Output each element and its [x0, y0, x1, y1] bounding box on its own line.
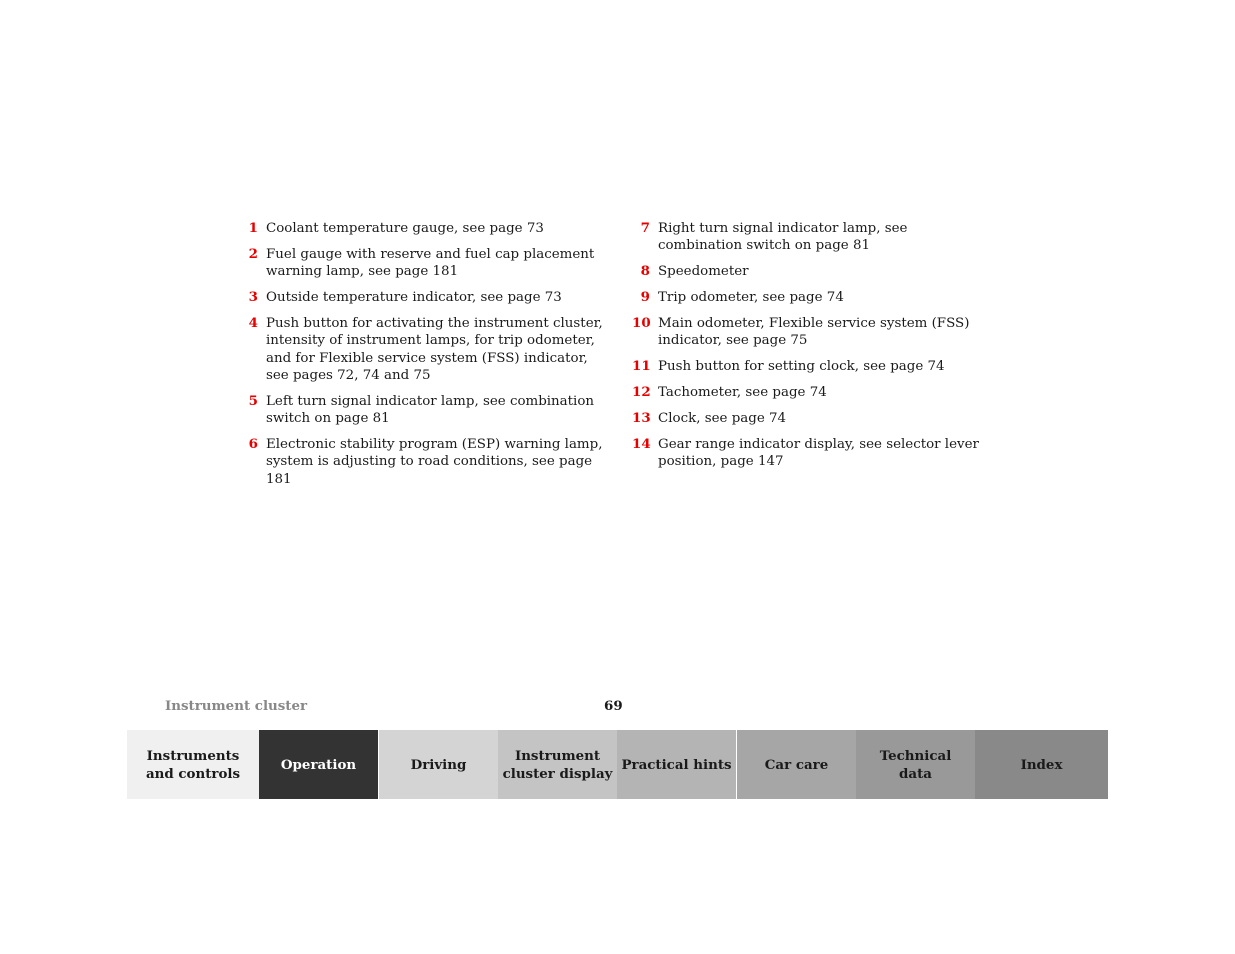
legend-text: Clock, see page 74 — [658, 410, 787, 426]
legend-number: 2 — [248, 245, 258, 262]
tab-index[interactable]: Index — [975, 730, 1108, 799]
legend-text: Right turn signal indicator lamp, see combination switch on page 81 — [658, 221, 908, 254]
tab-car-care[interactable]: Car care — [737, 730, 856, 799]
legend-text: Electronic stability program (ESP) warning lamp, system is adjusting to road conditions, see page 181 — [266, 436, 603, 487]
tab-instruments-and-controls[interactable]: Instruments and controls — [127, 730, 259, 799]
legend-item — [240, 246, 605, 281]
legend-text: Speedometer — [658, 264, 749, 280]
legend-item — [240, 436, 605, 488]
legend-text: Push button for activating the instrument cluster, intensity of instrument lamps, for trip odometer, and for Flexible service system (FSS) indicator, see pages 72, 74 and 75 — [266, 315, 603, 383]
legend-text: Trip odometer, see page 74 — [658, 290, 844, 306]
legend-text: Tachometer, see page 74 — [658, 385, 827, 401]
legend-text: Fuel gauge with reserve and fuel cap placement warning lamp, see page 181 — [266, 246, 595, 280]
legend-number: 8 — [640, 263, 650, 280]
legend-number: 5 — [248, 392, 258, 409]
legend-item — [632, 358, 992, 375]
page-number: 69 — [604, 698, 623, 714]
legend-text: Outside temperature indicator, see page 73 — [266, 290, 562, 306]
tab-practical-hints[interactable]: Practical hints — [617, 730, 736, 799]
section-title: Instrument cluster — [165, 698, 308, 714]
legend-number: 1 — [248, 220, 258, 236]
legend-text: Coolant temperature gauge, see page 73 — [266, 221, 544, 236]
legend-number: 10 — [632, 314, 651, 331]
chapter-nav — [127, 730, 1108, 799]
legend-number: 3 — [248, 289, 258, 306]
legend-item — [632, 410, 992, 427]
legend-number: 14 — [632, 435, 651, 452]
legend-item — [632, 384, 992, 401]
tab-technical-data[interactable]: Technical data — [856, 730, 975, 799]
legend-item — [632, 315, 992, 350]
tab-instrument-cluster-display[interactable]: Instrument cluster display — [498, 730, 617, 799]
legend-number: 6 — [248, 435, 258, 452]
legend-text: Main odometer, Flexible service system (FSS) indicator, see page 75 — [658, 315, 970, 349]
legend-item — [632, 263, 992, 280]
legend-item — [632, 436, 992, 471]
legend-number: 13 — [632, 409, 651, 426]
tab-driving[interactable]: Driving — [379, 730, 498, 799]
legend-column-left — [240, 220, 605, 496]
legend-number: 7 — [640, 220, 650, 236]
legend-number: 9 — [640, 289, 650, 306]
legend-item — [240, 315, 605, 384]
legend-item — [240, 289, 605, 306]
legend-item — [240, 220, 605, 237]
legend-number: 12 — [632, 384, 651, 401]
legend-number: 11 — [632, 358, 651, 375]
legend-text: Left turn signal indicator lamp, see combination switch on page 81 — [266, 393, 595, 427]
tab-operation[interactable]: Operation — [259, 730, 378, 799]
legend-text: Push button for setting clock, see page 74 — [658, 359, 945, 375]
legend-item — [240, 393, 605, 428]
legend-column-right — [632, 220, 992, 479]
legend-item — [632, 220, 992, 255]
legend-item — [632, 289, 992, 306]
legend-text: Gear range indicator display, see selector lever position, page 147 — [658, 436, 979, 470]
legend-number: 4 — [248, 314, 258, 331]
